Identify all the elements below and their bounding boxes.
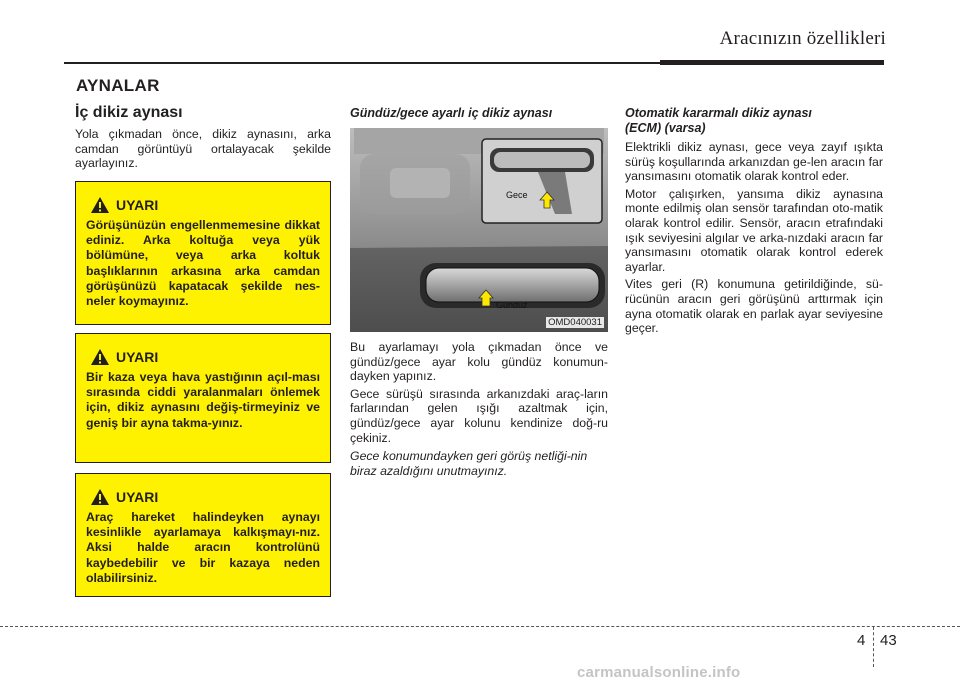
- paragraph: Elektrikli dikiz aynası, gece veya zayıf ışıkta sürüş koşullarında arkanızdan ge-len aracın far yansımasını otomatik olarak kontrol eder.: [625, 140, 883, 184]
- paragraph: Motor çalışırken, yansıma dikiz aynasına monte edilmiş olan sensör tarafından oto-matik olarak kontrol edilir. Sensör, aracın etrafındaki ışık seviyesini algılar ve arka-nızdaki aracın far yansımasını otomatik olarak kontrol ederek ayarlar.: [625, 186, 883, 274]
- warning-triangle-icon: [90, 196, 110, 214]
- header-rule-accent: [660, 60, 884, 65]
- warning-box-3: [75, 473, 331, 597]
- day-night-note: Gece konumundayken geri görüş netliği-nin biraz azaldığını unutmayınız.: [350, 449, 588, 478]
- warning-box-2: [75, 333, 331, 463]
- page-number: 43: [880, 632, 897, 649]
- warning-text: Bir kaza veya hava yastığının açıl-ması sırasında ciddi yaralanmaları önlemek için, dikiz aynasını değiş-tirmeyiniz ve geniş bir ayna takma-yınız.: [86, 370, 320, 430]
- warning-title: UYARI: [116, 489, 159, 505]
- mirror-figure: [350, 128, 608, 332]
- warning-header: [86, 488, 320, 506]
- mirror-illustration: [350, 128, 608, 332]
- ecm-heading-line2: (ECM) (varsa): [625, 121, 706, 135]
- warning-title: UYARI: [116, 197, 159, 213]
- warning-triangle-icon: [90, 348, 110, 366]
- watermark: carmanualsonline.info: [577, 664, 741, 681]
- paragraph: Vites geri (R) konumuna getirildiğinde, sü-rücünün aracın geri görüşünü arttırmak için ayna otomatik olarak en parlak ayar seviyesine geçer.: [625, 277, 883, 336]
- warning-box-1: [75, 181, 331, 325]
- figure-code: OMD040031: [548, 317, 602, 328]
- intro-paragraph: Yola çıkmadan önce, dikiz aynasını, arka camdan görüntüyü ortalayacak şekilde ayarlayınız.: [75, 127, 331, 171]
- page-number-divider: [873, 627, 874, 667]
- chapter-number: 4: [857, 632, 866, 649]
- warning-text: Araç hareket halindeyken aynayı kesinlikle ayarlamaya kalkışmayı-nız. Aksi halde aracın kontrolünü kaybedebilir ve bir kazaya neden olabilirsiniz.: [86, 510, 320, 585]
- footer-rule: [0, 626, 960, 627]
- warning-text: Görüşünüzün engellenmemesine dikkat ediniz. Arka koltuğa veya yük bölümüne, veya arka koltuk başlıklarının arkasına arka camdan görüşünüzü kapatacak şekilde nes-neler koymayınız.: [86, 218, 320, 309]
- section-title: AYNALAR: [76, 76, 160, 95]
- paragraph: Gece sürüşü sırasında arkanızdaki araç-ların farlarından gelen ışığı azaltmak için, gündüz/gece ayar kolunu kendinize doğ-ru çekiniz.: [350, 386, 608, 445]
- day-night-body: [350, 340, 608, 448]
- inner-mirror-heading: İç dikiz aynası: [75, 104, 183, 121]
- ecm-body: [625, 140, 883, 339]
- night-label: Gece: [506, 190, 528, 200]
- warning-triangle-icon: [90, 488, 110, 506]
- warning-header: [86, 348, 320, 366]
- ecm-heading-line1: Otomatik kararmalı dikiz aynası: [625, 106, 812, 120]
- chapter-title: Aracınızın özellikleri: [719, 28, 886, 49]
- warning-header: [86, 196, 320, 214]
- day-night-mirror-heading: Gündüz/gece ayarlı iç dikiz aynası: [350, 106, 553, 120]
- day-label: Gündüz: [496, 300, 528, 310]
- warning-title: UYARI: [116, 349, 159, 365]
- paragraph: Bu ayarlamayı yola çıkmadan önce ve gündüz/gece ayar kolu gündüz konumun-dayken yapınız.: [350, 340, 608, 384]
- inner-mirror-intro: [75, 127, 331, 174]
- ecm-heading: [625, 106, 885, 136]
